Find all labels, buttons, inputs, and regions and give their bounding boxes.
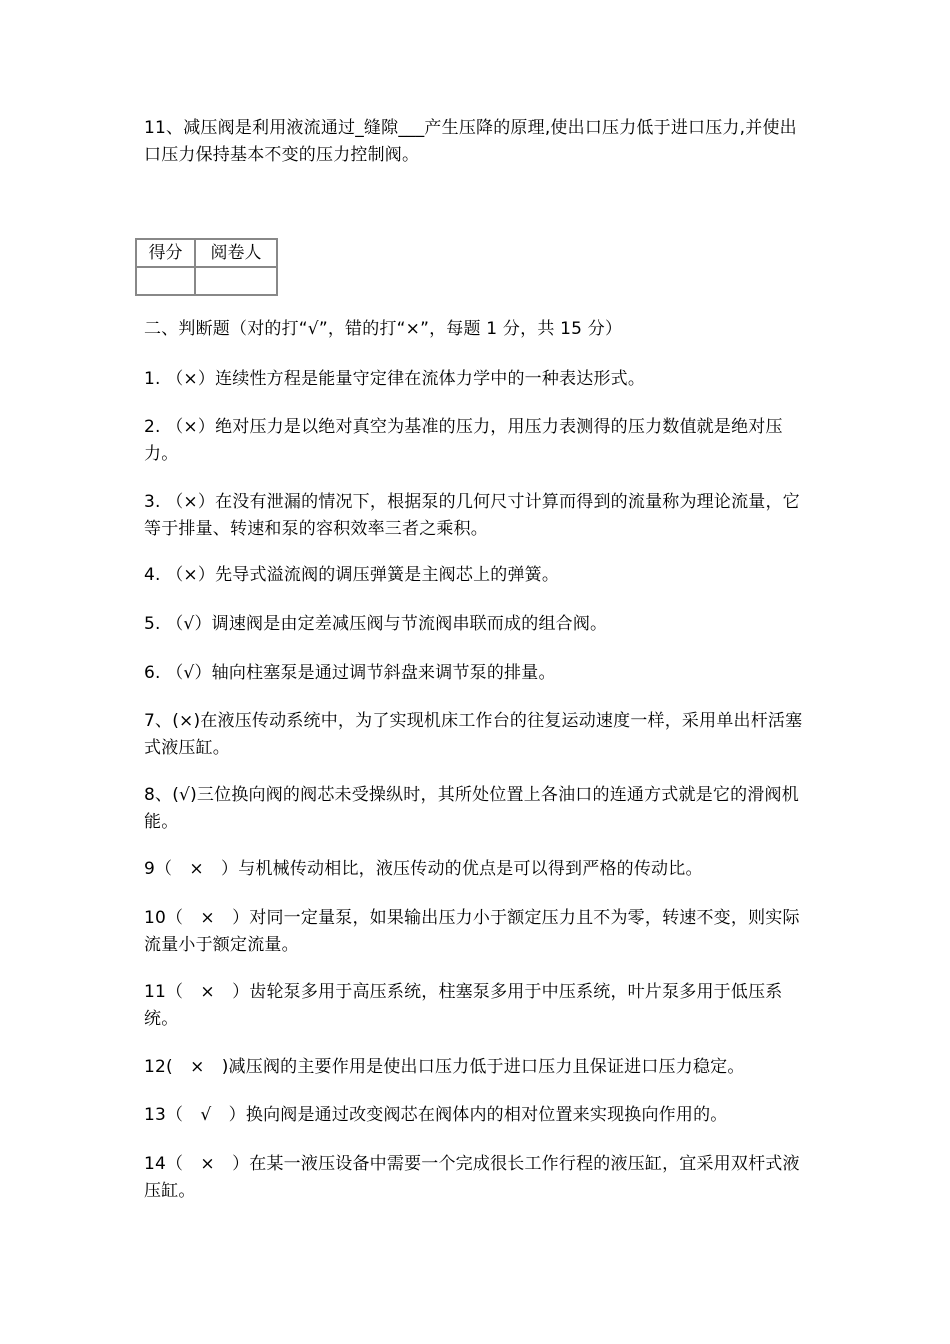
question-2: 2. （×）绝对压力是以绝对真空为基准的压力，用压力表测得的压力数值就是绝对压力。 [144,417,783,464]
score-header: 得分 [136,239,195,267]
score-cell [136,267,195,295]
grader-cell [195,267,277,295]
question-3: 3. （×）在没有泄漏的情况下，根据泵的几何尺寸计算而得到的流量称为理论流量，它等于排量、转速和泵的容积效率三者之乘积。 [144,492,800,539]
question-1: 1. （×）连续性方程是能量守定律在流体力学中的一种表达形式。 [144,369,646,389]
section-heading: 二、判断题（对的打“√”，错的打“×”，每题 1 分，共 15 分） [144,319,623,339]
question-12: 12( × )减压阀的主要作用是使出口压力低于进口压力且保证进口压力稳定。 [144,1057,745,1077]
question-11: 11（ × ）齿轮泵多用于高压系统，柱塞泵多用于中压系统，叶片泵多用于低压系统。 [144,982,783,1029]
score-table [135,238,278,296]
question-6: 6. （√）轴向柱塞泵是通过调节斜盘来调节泵的排量。 [144,663,556,683]
question-8: 8、(√)三位换向阀的阀芯未受操纵时，其所处位置上各油口的连通方式就是它的滑阀机能。 [144,785,799,832]
question-9: 9（ × ）与机械传动相比，液压传动的优点是可以得到严格的传动比。 [144,859,703,879]
question-13: 13（ √ ）换向阀是通过改变阀芯在阀体内的相对位置来实现换向作用的。 [144,1105,728,1125]
question-7: 7、(×)在液压传动系统中，为了实现机床工作台的往复运动速度一样，采用单出杆活塞式液压缸。 [144,711,803,758]
fill-blank-question-11: 11、减压阀是利用液流通过_缝隙___产生压降的原理,使出口压力低于进口压力,并使出口压力保持基本不变的压力控制阀。 [144,118,797,165]
question-14: 14（ × ）在某一液压设备中需要一个完成很长工作行程的液压缸，宜采用双杆式液压缸。 [144,1154,800,1201]
question-5: 5. （√）调速阀是由定差减压阀与节流阀串联而成的组合阀。 [144,614,608,634]
grader-header: 阅卷人 [195,239,277,267]
question-4: 4. （×）先导式溢流阀的调压弹簧是主阀芯上的弹簧。 [144,565,560,585]
question-10: 10（ × ）对同一定量泵，如果输出压力小于额定压力且不为零，转速不变，则实际流量小于额定流量。 [144,908,800,955]
